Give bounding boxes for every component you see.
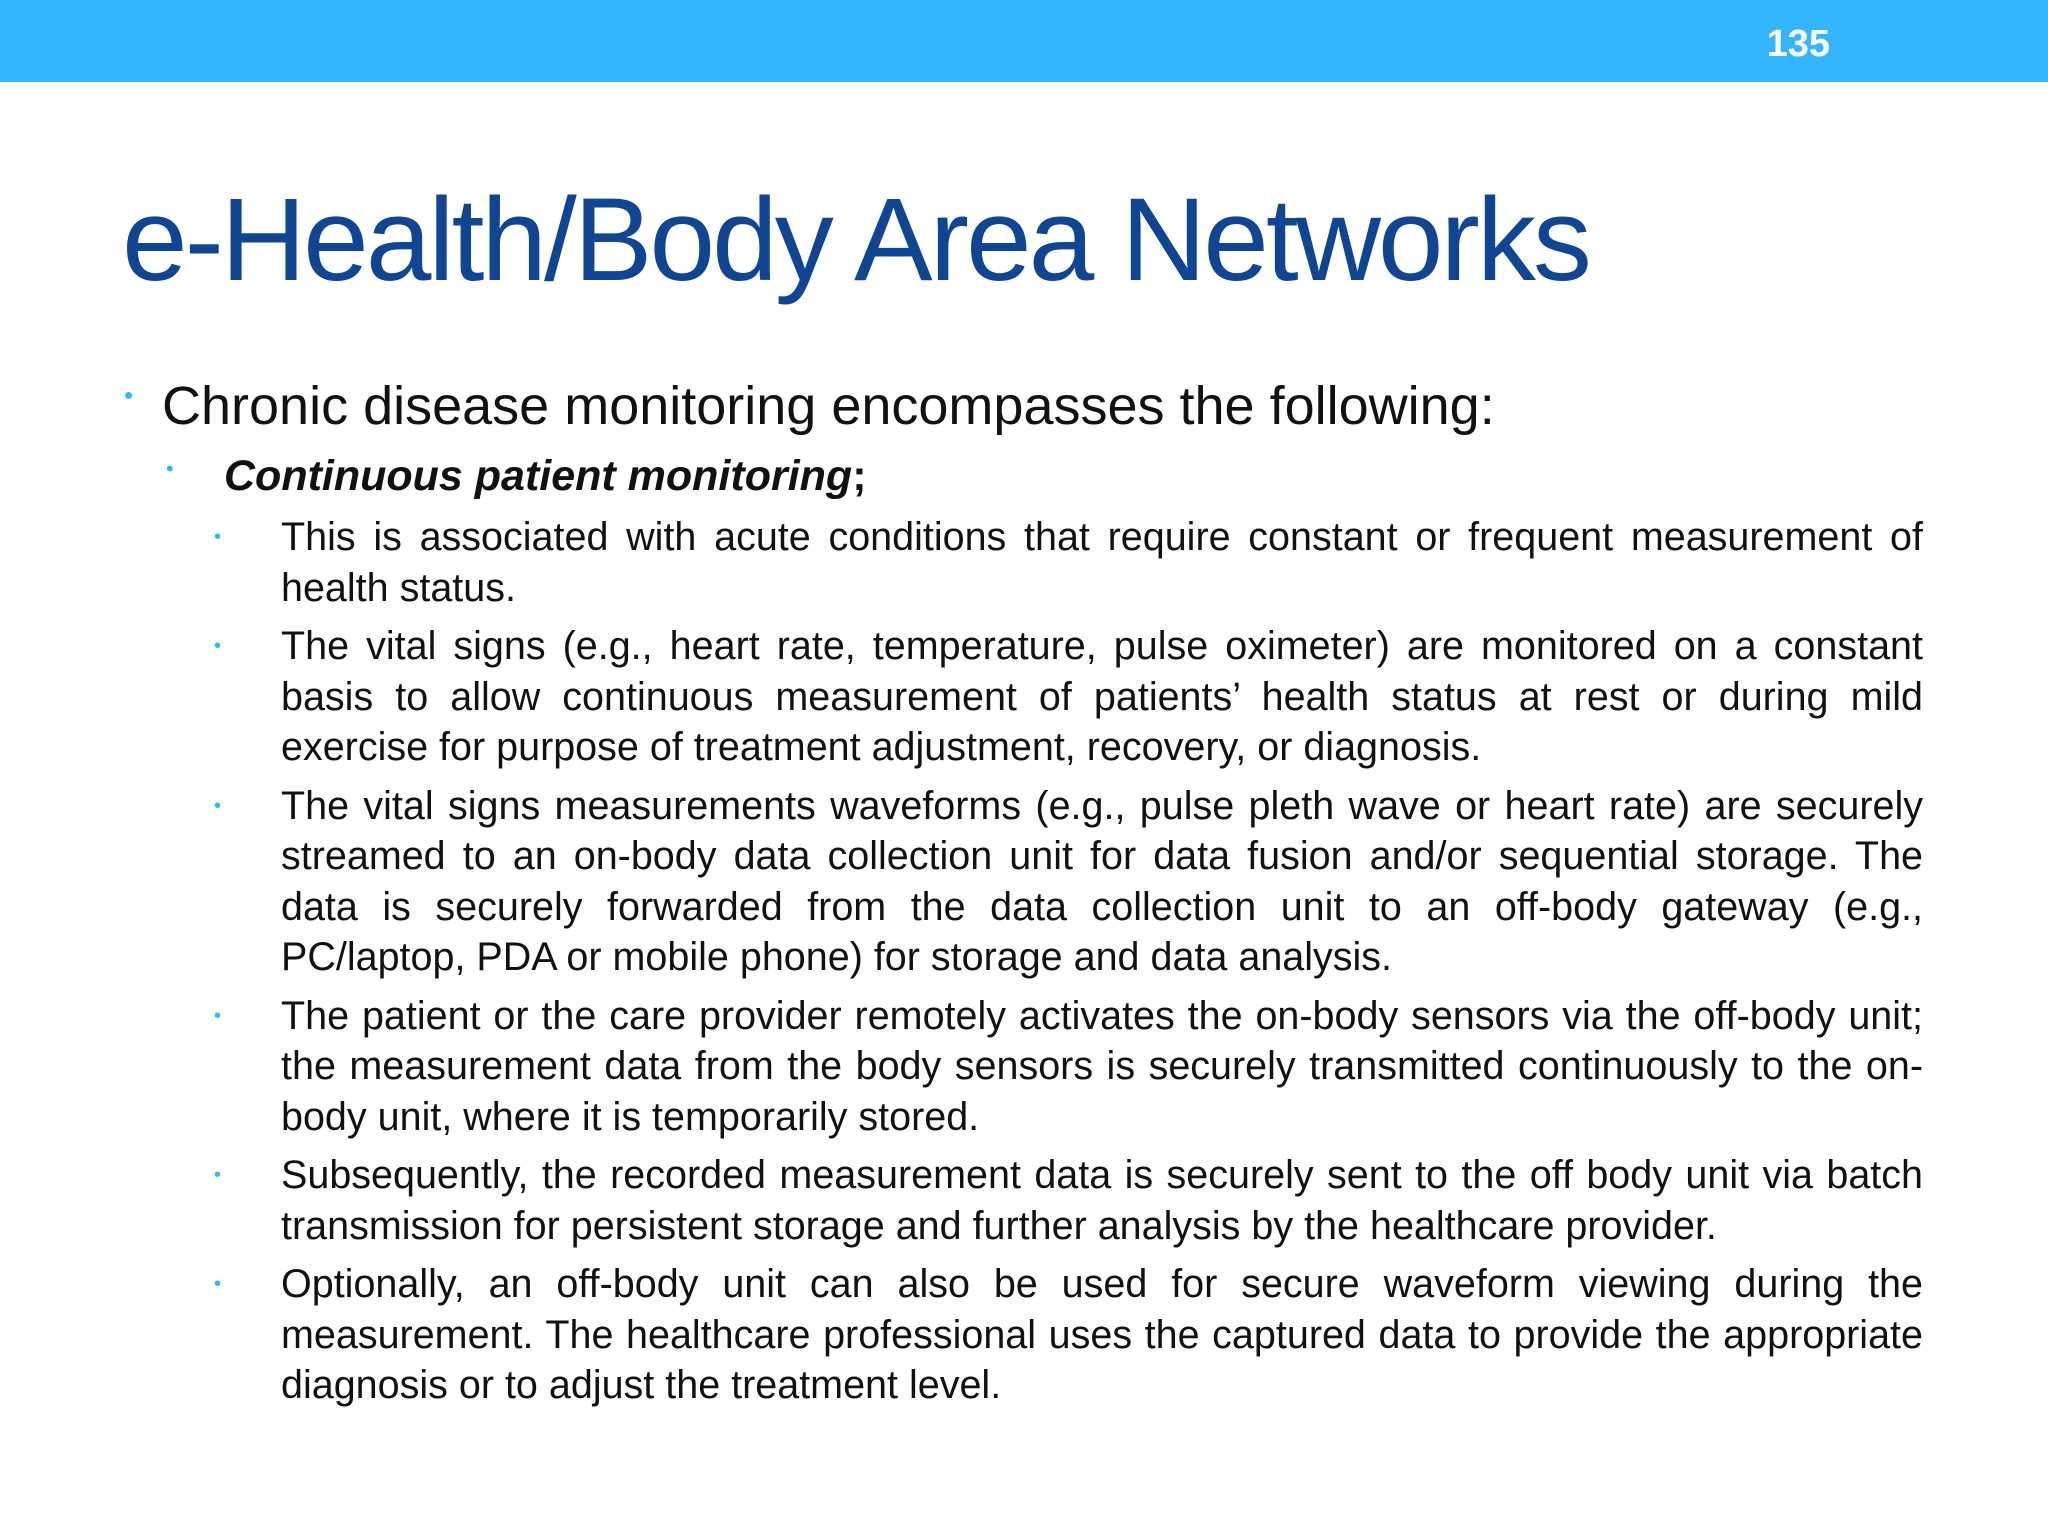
list-item-text: The vital signs (e.g., heart rate, temperature, pulse oximeter) are monitored on a constant basis to allow continuous measurement of patients’ health status at rest or during mild exercise for purpose of treatment adjustment, recovery, or diagnosis. [281, 624, 1923, 769]
list-item-text: The vital signs measurements waveforms (e.g., pulse pleth wave or heart rate) are securely streamed to an on-body data collection unit for data fusion and/or sequential storage. The data is securely forwarded from the data collection unit to an off-body gateway (e.g., PC/laptop, PDA or mobile phone) for storage and data analysis. [281, 783, 1923, 979]
bullet-icon: • [166, 456, 174, 481]
bullet-icon: • [214, 526, 222, 548]
list-item [214, 781, 1923, 983]
level2-bullet-text [224, 448, 867, 504]
bullet-icon: • [214, 794, 222, 817]
list-item [214, 621, 1923, 773]
slide-number: 135 [1766, 23, 1830, 65]
list-item-text: Subsequently, the recorded measurement data is securely sent to the off body unit via batch transmission for persistent storage and further analysis by the healthcare provider. [281, 1153, 1923, 1248]
list-item [214, 991, 1923, 1143]
list-item [214, 1150, 1923, 1251]
level1-bullet-text: Chronic disease monitoring encompasses the following: [162, 376, 1495, 436]
bullet-icon: • [214, 1164, 222, 1186]
level2-suffix: ; [852, 452, 867, 500]
list-item [214, 512, 1923, 613]
level3-bullet-list [214, 512, 1923, 1419]
bullet-icon: • [214, 1273, 222, 1295]
bullet-icon: • [124, 380, 134, 410]
level2-emphasis: Continuous patient monitoring [224, 452, 853, 500]
slide-title: e-Health/Body Area Networks [122, 174, 1589, 306]
header-bar [0, 0, 2048, 82]
list-item [214, 1259, 1923, 1411]
bullet-icon: • [214, 635, 222, 657]
list-item-text: The patient or the care provider remotely activates the on-body sensors via the off-body unit; the measurement data from the body sensors is securely transmitted continuously to the on-body unit, where it is temporarily stored. [281, 993, 1923, 1139]
list-item-text: Optionally, an off-body unit can also be used for secure waveform viewing during the measurement. The healthcare professional uses the captured data to provide the appropriate diagnosis or to adjust the treatment level. [281, 1262, 1923, 1407]
bullet-icon: • [214, 1004, 222, 1027]
list-item-text: This is associated with acute conditions that require constant or frequent measurement of health status. [281, 515, 1923, 610]
